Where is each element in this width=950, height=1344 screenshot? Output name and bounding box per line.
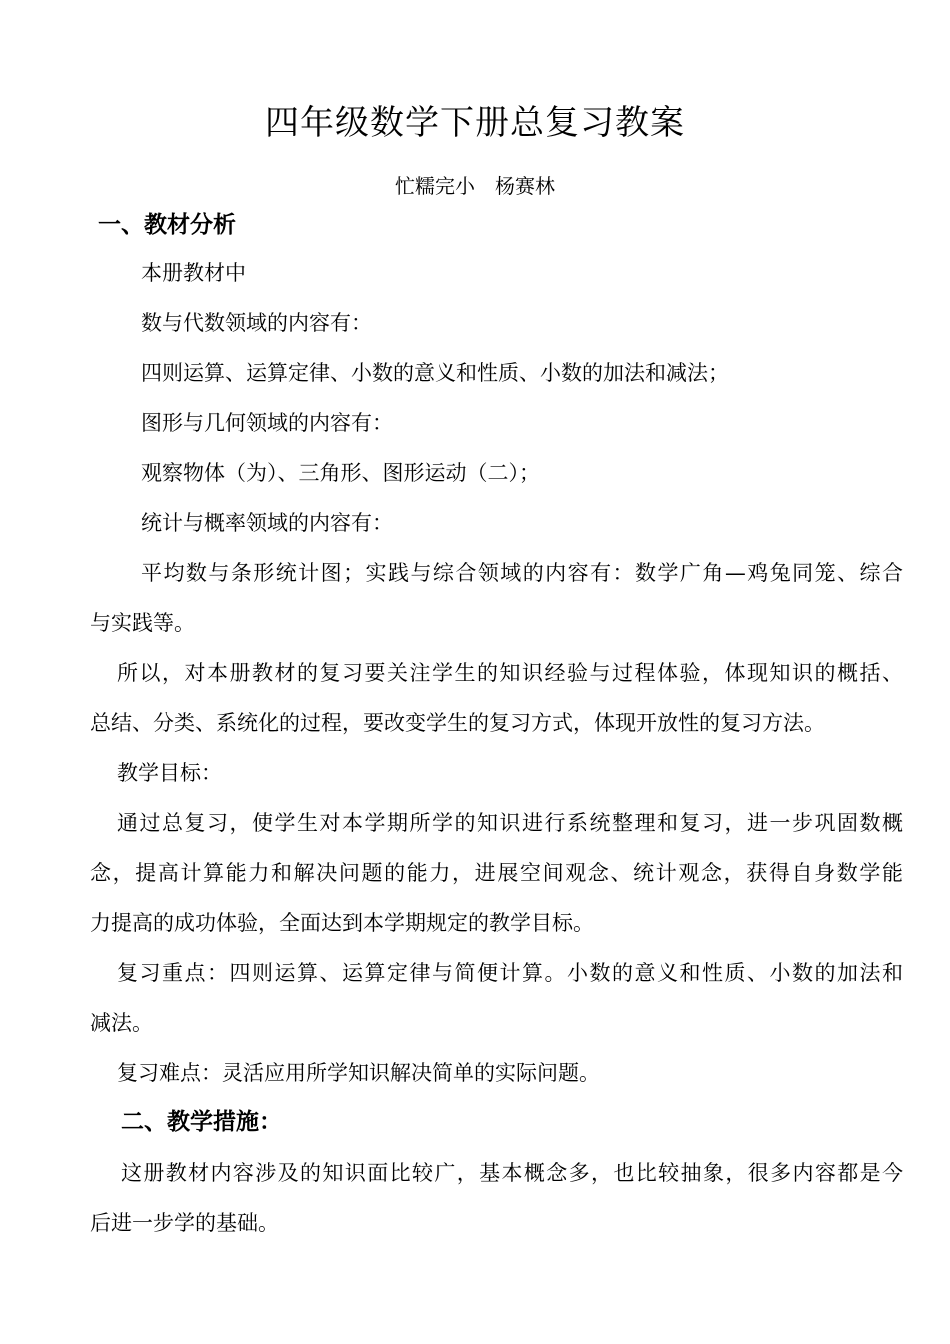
paragraph-line: 平均数与条形统计图；实践与综合领域的内容有：数学广角—鸡兔同笼、综合 — [141, 561, 903, 585]
text-line: 本册教材中 — [141, 261, 246, 285]
paragraph-line: 念，提高计算能力和解决问题的能力，进展空间观念、统计观念，获得自身数学能 — [90, 861, 903, 885]
text-line: 图形与几何领域的内容有： — [141, 411, 393, 435]
teaching-goal-label: 教学目标： — [117, 761, 222, 785]
paragraph-line: 通过总复习，使学生对本学期所学的知识进行系统整理和复习，进一步巩固数概 — [117, 811, 903, 835]
section-heading-teaching-measures: 二、教学措施： — [121, 1109, 282, 1135]
review-difficulty-line: 复习难点：灵活应用所学知识解决简单的实际问题。 — [117, 1061, 600, 1085]
section-heading-textbook-analysis: 一、教材分析 — [98, 212, 236, 238]
text-line: 数与代数领域的内容有： — [141, 311, 372, 335]
document-author: 忙糯完小 杨赛林 — [395, 174, 555, 198]
paragraph-line: 与实践等。 — [90, 611, 195, 635]
paragraph-line: 这册教材内容涉及的知识面比较广，基本概念多，也比较抽象，很多内容都是今 — [121, 1161, 903, 1185]
paragraph-line: 后进一步学的基础。 — [90, 1211, 279, 1235]
paragraph-line: 复习重点：四则运算、运算定律与简便计算。小数的意义和性质、小数的加法和 — [117, 961, 903, 985]
paragraph-line: 力提高的成功体验，全面达到本学期规定的教学目标。 — [90, 911, 594, 935]
text-line: 统计与概率领域的内容有： — [141, 511, 393, 535]
text-line: 四则运算、运算定律、小数的意义和性质、小数的加法和减法； — [141, 361, 729, 385]
paragraph-line: 所以，对本册教材的复习要关注学生的知识经验与过程体验，体现知识的概括、 — [117, 661, 903, 685]
document-title: 四年级数学下册总复习教案 — [265, 103, 685, 143]
paragraph-line: 减法。 — [90, 1011, 153, 1035]
paragraph-line: 总结、分类、系统化的过程，要改变学生的复习方式，体现开放性的复习方法。 — [90, 711, 825, 735]
text-line: 观察物体（为）、三角形、图形运动（二）； — [141, 461, 540, 485]
